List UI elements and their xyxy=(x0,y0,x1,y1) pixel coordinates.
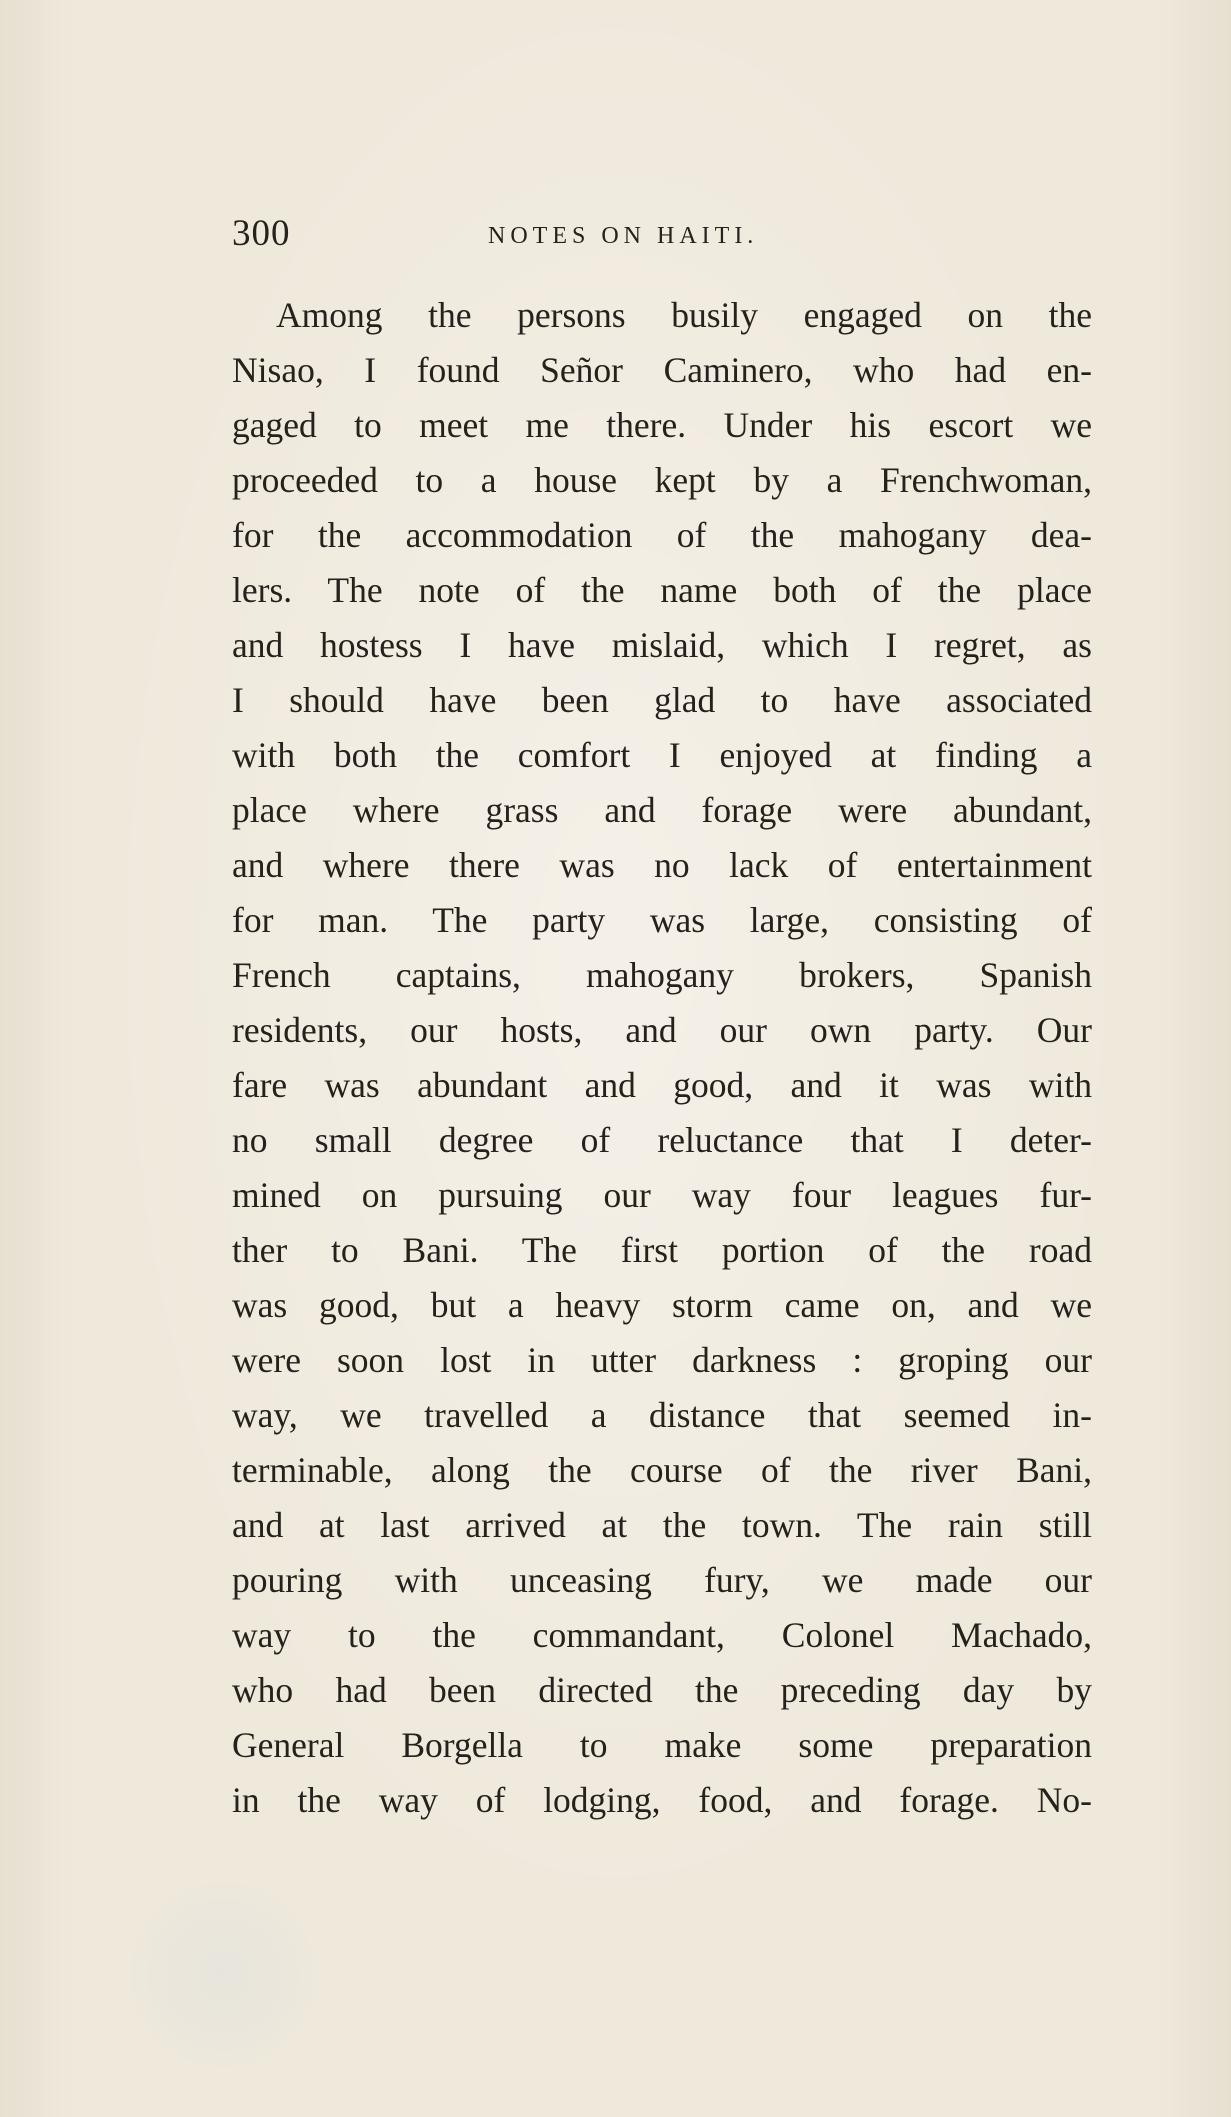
text-line: place where grass and forage were abundant, xyxy=(232,790,1092,830)
text-line: General Borgella to make some preparation xyxy=(232,1725,1092,1765)
text-line: were soon lost in utter darkness : groping our xyxy=(232,1340,1092,1380)
text-line: terminable, along the course of the river Bani, xyxy=(232,1450,1092,1490)
text-line: for man. The party was large, consisting of xyxy=(232,900,1092,940)
text-line: way, we travelled a distance that seemed in- xyxy=(232,1395,1092,1435)
text-line: was good, but a heavy storm came on, and we xyxy=(232,1285,1092,1325)
text-line: mined on pursuing our way four leagues fur- xyxy=(232,1175,1092,1215)
text-line: in the way of lodging, food, and forage. No- xyxy=(232,1780,1092,1820)
text-line: and hostess I have mislaid, which I regret, as xyxy=(232,625,1092,665)
text-line: and where there was no lack of entertainment xyxy=(232,845,1092,885)
text-line: French captains, mahogany brokers, Spanish xyxy=(232,955,1092,995)
text-line: proceeded to a house kept by a Frenchwoman, xyxy=(232,460,1092,500)
text-line: for the accommodation of the mahogany dea- xyxy=(232,515,1092,555)
running-title: NOTES ON HAITI. xyxy=(488,223,759,249)
text-line: fare was abundant and good, and it was with xyxy=(232,1065,1092,1105)
text-line: residents, our hosts, and our own party. Our xyxy=(232,1010,1092,1050)
text-line: pouring with unceasing fury, we made our xyxy=(232,1560,1092,1600)
page-number: 300 xyxy=(232,213,291,254)
text-line: Among the persons busily engaged on the xyxy=(276,295,1092,335)
text-line: way to the commandant, Colonel Machado, xyxy=(232,1615,1092,1655)
body-text xyxy=(232,288,1092,1828)
text-line: and at last arrived at the town. The rain still xyxy=(232,1505,1092,1545)
text-line: with both the comfort I enjoyed at finding a xyxy=(232,735,1092,775)
text-line: gaged to meet me there. Under his escort we xyxy=(232,405,1092,445)
text-line: I should have been glad to have associated xyxy=(232,680,1092,720)
faded-library-stamp xyxy=(128,1880,318,2070)
text-line: who had been directed the preceding day by xyxy=(232,1670,1092,1710)
text-line: no small degree of reluctance that I deter- xyxy=(232,1120,1092,1160)
text-line: lers. The note of the name both of the place xyxy=(232,570,1092,610)
text-line: ther to Bani. The first portion of the road xyxy=(232,1230,1092,1270)
text-line: Nisao, I found Señor Caminero, who had en- xyxy=(232,350,1092,390)
running-head xyxy=(232,212,1092,256)
